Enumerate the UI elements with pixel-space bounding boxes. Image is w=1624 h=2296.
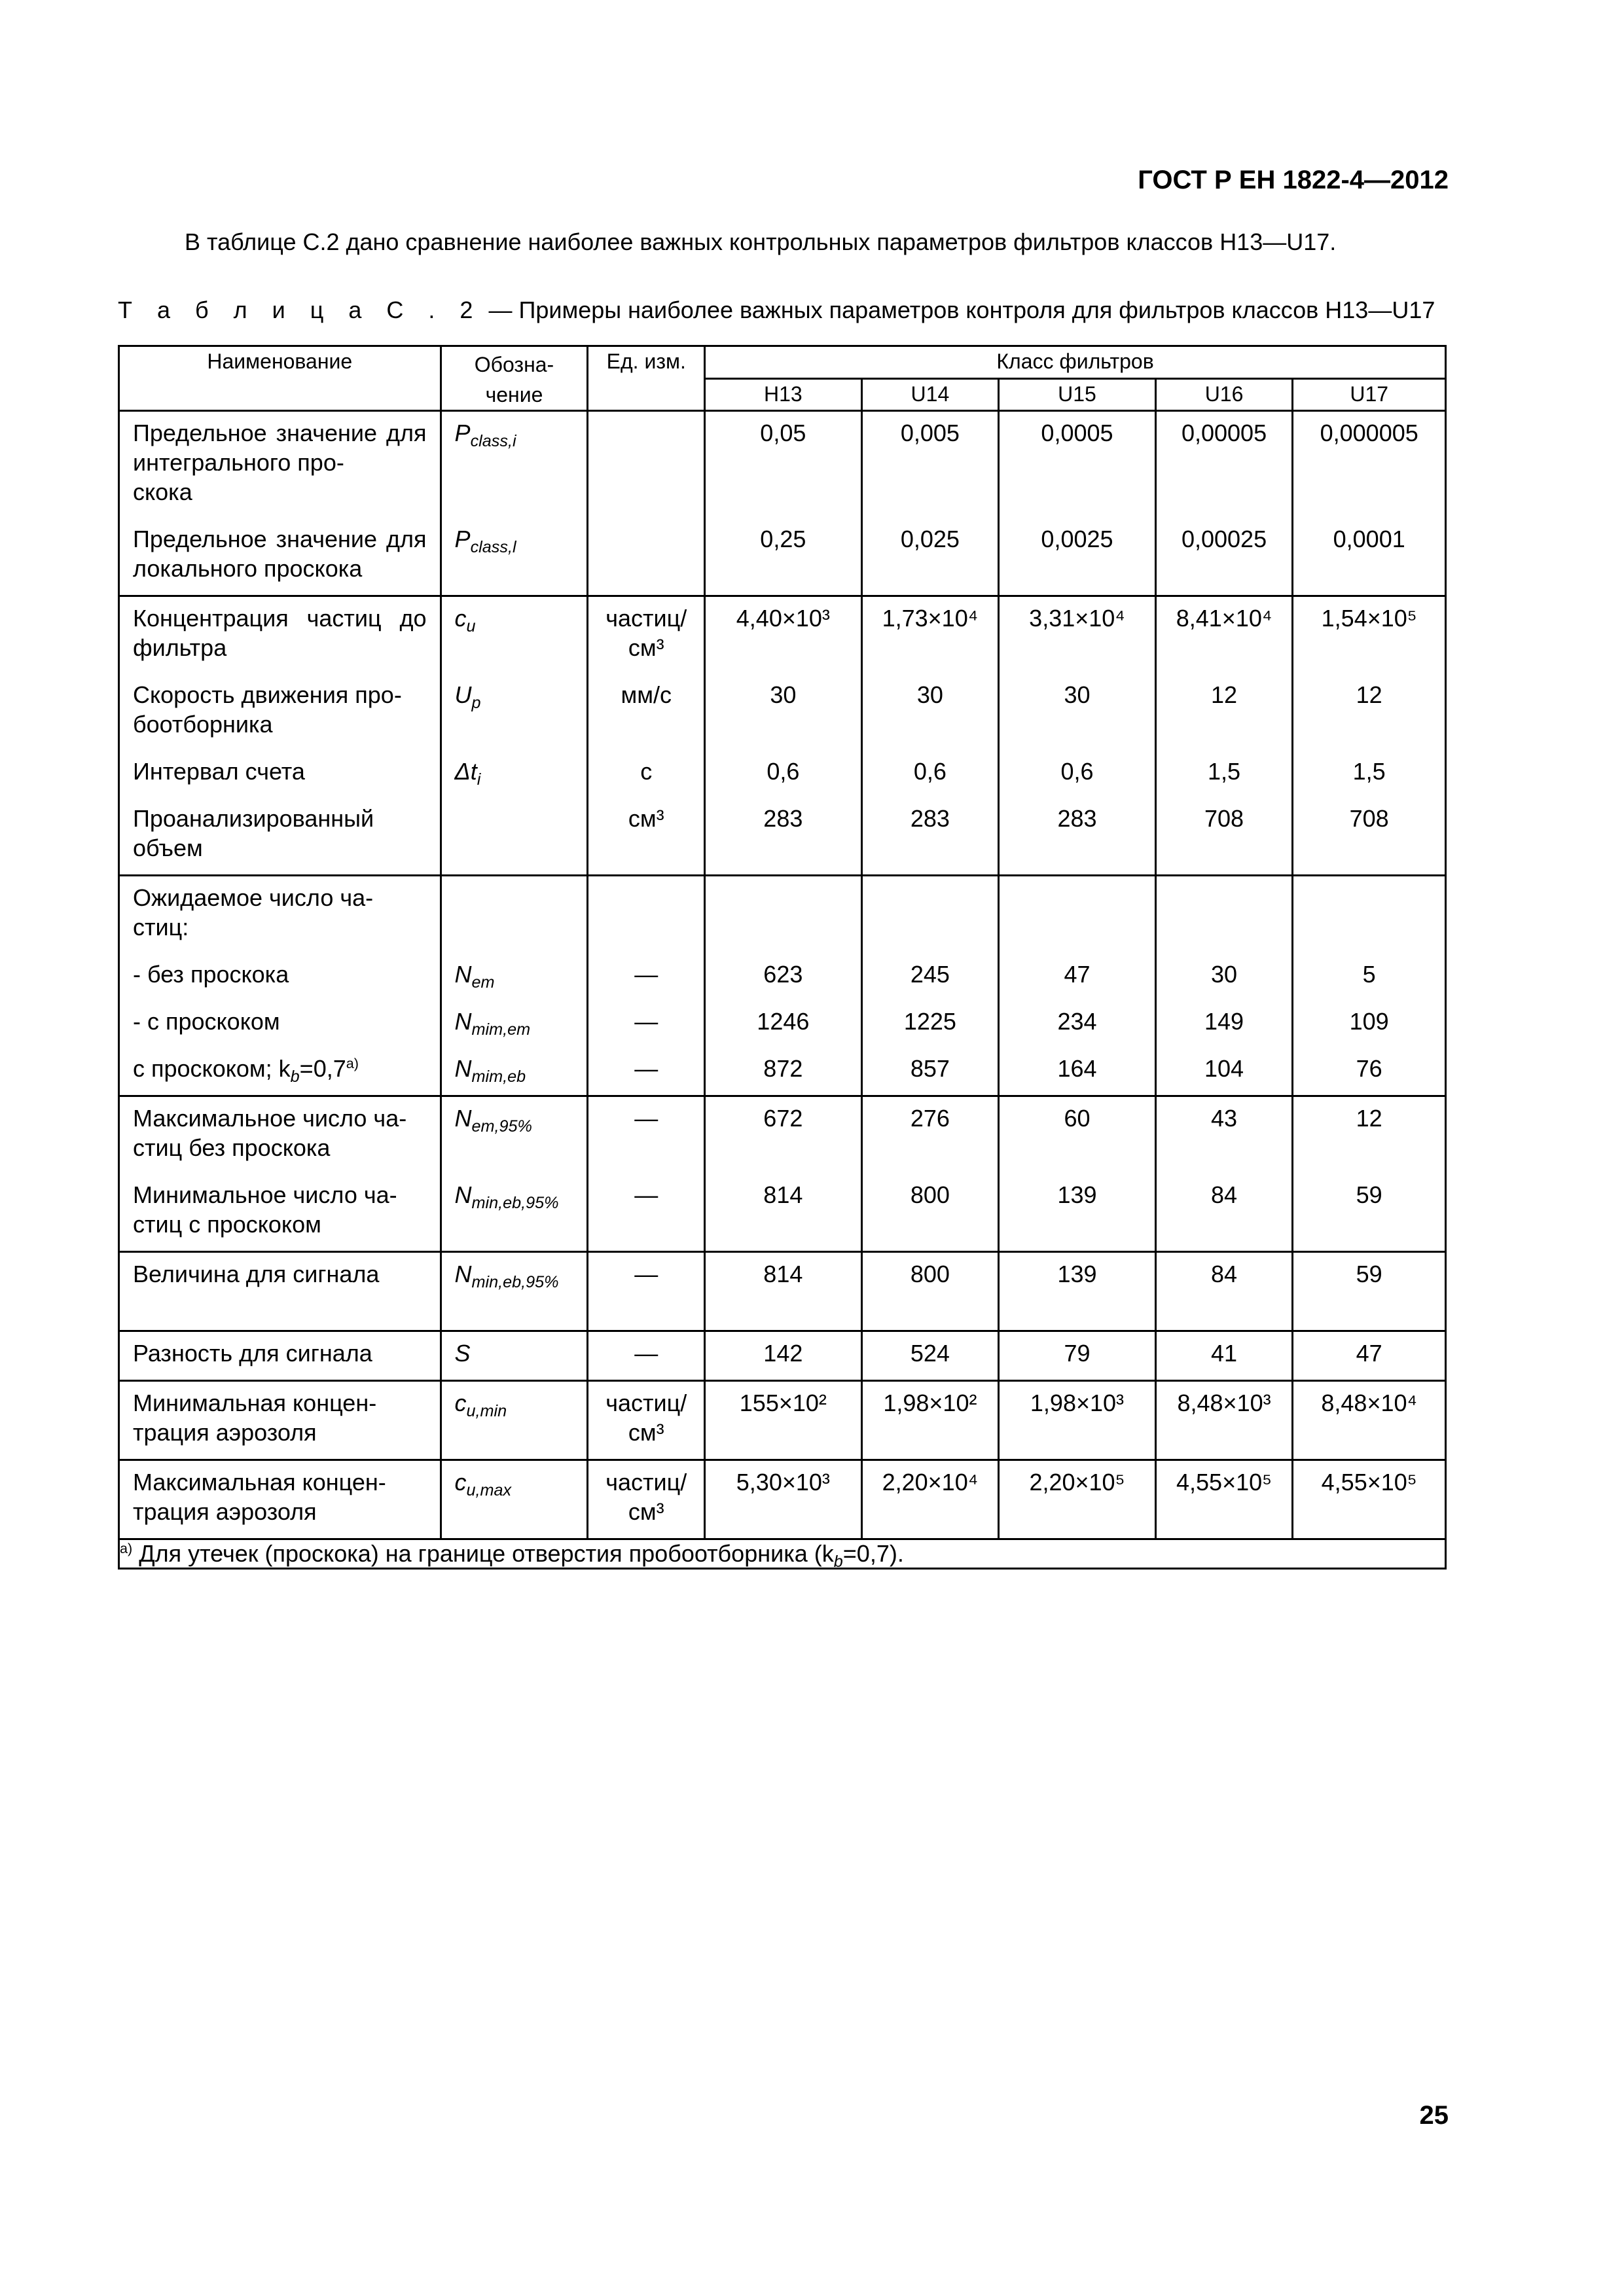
value-cell [1293,1252,1446,1331]
row-value: 109 [1349,1008,1389,1035]
row-symbol [442,680,587,757]
value-cell [861,411,999,596]
footnote-text: Для утечек (проскока) на границе отверстия пробоотборника (k [132,1540,834,1567]
symbol-main: N [454,1181,472,1208]
value-cell [705,1331,861,1381]
row-value: 0,025 [900,526,960,552]
symbol-sub: p [471,694,481,713]
row-name [120,1388,440,1447]
unit-cell [588,411,705,596]
name-cell [119,1381,441,1460]
value-cell [705,596,861,876]
symbol-main: N [454,1008,472,1035]
row-value: 245 [910,961,950,988]
header-symbol: Обозна- чение [441,346,588,411]
row-value: 814 [763,1181,803,1208]
row-name [120,1467,440,1526]
unit-cell [588,876,705,1096]
value-cell [705,411,861,596]
parameters-table [118,345,1447,1570]
value-cell [1155,1460,1293,1539]
value-cell [1293,411,1446,596]
row-name-text: Проанализированный объем [133,805,374,861]
row-value: 30 [1211,961,1238,988]
symbol-sub: u,min [466,1402,507,1421]
row-unit: с [640,758,653,785]
name-cell [119,411,441,596]
row-unit [588,883,704,960]
row-value: 1,98×10² [883,1390,977,1416]
row-name-text: с проскоком; k [133,1055,291,1082]
value-cell [1155,596,1293,876]
value-cell [705,1096,861,1252]
header-filter-class: Класс фильтров [705,346,1446,379]
row-name-text: Разность для сигнала [133,1340,372,1367]
row-value: 0,0005 [1041,420,1113,446]
row-name-text: Минимальная концен- трация аэрозоля [133,1390,377,1446]
row-value: 672 [763,1105,803,1132]
row-value: 30 [916,681,943,708]
row-value: 0,6 [1060,758,1094,785]
symbol-sub: u,max [466,1481,512,1500]
header-name: Наименование [119,346,441,411]
value-cell [705,1252,861,1331]
row-value: 60 [1064,1105,1091,1132]
row-value: 872 [763,1055,803,1082]
row-value: 0,6 [767,758,800,785]
row-value: 142 [763,1340,803,1367]
row-value: 8,48×10³ [1177,1390,1271,1416]
intro-paragraph: В таблице С.2 дано сравнение наиболее важных контрольных параметров фильтров классов H13—U17. [185,228,1337,255]
row-name-sub: b [290,1067,300,1086]
symbol-sub: u [466,617,476,636]
symbol-main: c [454,1469,467,1496]
value-cell [1293,1460,1446,1539]
value-cell [861,596,999,876]
name-cell [119,1252,441,1331]
row-name [120,603,440,680]
row-name-text: Предельное значение для локального проскока [133,526,427,582]
row-value: 3,31×10⁴ [1029,605,1125,632]
value-cell [705,1460,861,1539]
row-name-tail: =0,7 [299,1055,346,1082]
table-row-group [119,596,1446,876]
row-name [120,757,440,804]
value-cell [1155,1381,1293,1460]
row-name-text: Минимальное число ча- стиц с проскоком [133,1181,397,1238]
row-name-text: Концентрация частиц до фильтра [133,605,427,661]
row-symbol [442,1259,587,1318]
row-value: 104 [1204,1055,1244,1082]
row-value: 708 [1204,805,1244,832]
row-symbol [442,757,587,804]
row-unit: — [634,1055,659,1082]
symbol-sub: mim,em [471,1020,531,1039]
row-name-text: Скорость движения про- боотборника [133,681,402,738]
row-value: 283 [1057,805,1097,832]
row-unit: частиц/ см³ [605,605,687,661]
row-value: 2,20×10⁵ [1029,1469,1125,1496]
row-name [120,1054,440,1086]
row-name [120,1103,440,1180]
symbol-sub: i [477,770,481,789]
row-value: 41 [1211,1340,1238,1367]
row-unit: частиц/ см³ [605,1390,687,1446]
symbol-main: c [454,1390,467,1416]
symbol-cell [441,1460,588,1539]
symbol-main: P [454,526,471,552]
header-class: U17 [1293,378,1446,411]
header-unit: Ед. изм. [588,346,705,411]
caption-prefix: Т а б л и ц а С . 2 [118,296,482,323]
row-value: 524 [910,1340,950,1367]
row-name-sup: a) [346,1055,359,1071]
row-value: 0,05 [760,420,806,446]
symbol-cell [441,1381,588,1460]
row-name [120,1259,440,1318]
value-cell [861,1331,999,1381]
row-value [863,883,998,960]
value-cell [861,1460,999,1539]
caption-text: — Примеры наиболее важных параметров контроля для фильтров классов H13—U17 [482,296,1435,323]
row-value: 283 [910,805,950,832]
row-name-text: Предельное значение для интегрального про- скока [133,420,427,505]
name-cell [119,1460,441,1539]
row-value: 47 [1356,1340,1382,1367]
symbol-sub: min,eb,95% [471,1194,559,1213]
header-class: H13 [705,378,861,411]
symbol-main: N [454,1261,472,1287]
symbol-cell [441,1096,588,1252]
table-row-group [119,1252,1446,1331]
row-value: 4,55×10⁵ [1321,1469,1417,1496]
row-symbol [442,1467,587,1526]
row-value: 623 [763,961,803,988]
table-caption [118,296,1435,324]
symbol-sub: class,i [470,432,516,451]
row-symbol [442,1103,587,1180]
row-value: 1,98×10³ [1030,1390,1125,1416]
row-value [1000,883,1154,960]
value-cell [1293,1381,1446,1460]
symbol-main: P [454,420,471,446]
row-name-text: Максимальное число ча- стиц без проскока [133,1105,407,1161]
symbol-main: N [454,961,472,988]
row-value: 1,73×10⁴ [882,605,979,632]
row-value: 12 [1356,681,1382,708]
symbol-main: c [454,605,467,632]
row-value: 8,41×10⁴ [1176,605,1272,632]
row-value: 234 [1057,1008,1097,1035]
symbol-main: N [454,1055,472,1082]
symbol-main: S [454,1340,471,1367]
row-unit: — [634,1181,659,1208]
table-row-group [119,1381,1446,1460]
row-value: 708 [1349,805,1389,832]
value-cell [999,876,1155,1096]
value-cell [999,1381,1155,1460]
value-cell [999,1096,1155,1252]
symbol-cell [441,876,588,1096]
row-value: 8,48×10⁴ [1321,1390,1417,1416]
row-value: 5 [1362,961,1376,988]
header-class: U14 [861,378,999,411]
row-value: 5,30×10³ [736,1469,830,1496]
value-cell [1293,1331,1446,1381]
value-cell [1293,876,1446,1096]
row-value: 79 [1064,1340,1091,1367]
value-cell [1155,411,1293,596]
name-cell [119,876,441,1096]
row-value: 12 [1356,1105,1382,1132]
value-cell [861,1381,999,1460]
symbol-cell [441,1252,588,1331]
page-number: 25 [1419,2101,1449,2130]
row-name [120,680,440,757]
symbol-main: U [454,681,472,708]
row-name-text: Величина для сигнала [133,1261,380,1287]
value-cell [705,1381,861,1460]
row-value: 155×10² [739,1390,827,1416]
name-cell [119,1331,441,1381]
row-value: 0,0001 [1333,526,1405,552]
row-value: 0,6 [913,758,947,785]
symbol-cell [441,596,588,876]
table-row-group [119,1460,1446,1539]
row-value: 1,5 [1208,758,1241,785]
row-value: 4,40×10³ [736,605,830,632]
unit-cell [588,596,705,876]
symbol-main: Δt [454,758,477,785]
row-unit: — [634,1105,659,1132]
symbol-sub: mim,eb [471,1067,526,1086]
row-symbol [442,804,587,863]
row-name [120,804,440,863]
value-cell [1293,1096,1446,1252]
row-unit [588,524,704,583]
row-value: 2,20×10⁴ [882,1469,979,1496]
row-value: 139 [1057,1181,1097,1208]
symbol-sub: min,eb,95% [471,1273,559,1292]
value-cell [861,1096,999,1252]
row-unit: — [634,961,659,988]
row-value: 139 [1057,1261,1097,1287]
symbol-main: N [454,1105,472,1132]
row-name [120,524,440,583]
row-symbol [442,524,587,583]
value-cell [999,411,1155,596]
row-value [706,883,860,960]
header-class: U16 [1155,378,1293,411]
row-value [1157,883,1292,960]
value-cell [999,1331,1155,1381]
row-name-text: - без проскока [133,961,289,988]
row-unit: мм/с [621,681,672,708]
row-value: 4,55×10⁵ [1176,1469,1272,1496]
value-cell [861,1252,999,1331]
row-value: 30 [770,681,797,708]
row-value: 814 [763,1261,803,1287]
row-symbol [442,603,587,680]
symbol-sub: class,l [470,538,516,557]
symbol-cell [441,1331,588,1381]
row-value: 59 [1356,1261,1382,1287]
row-value: 0,00025 [1181,526,1267,552]
value-cell [705,876,861,1096]
row-unit: — [634,1008,659,1035]
row-value: 1,5 [1352,758,1386,785]
symbol-sub: em [471,973,495,992]
row-symbol [442,1007,587,1054]
header-class: U15 [999,378,1155,411]
row-name [120,418,440,524]
row-value: 283 [763,805,803,832]
row-symbol [442,1180,587,1239]
value-cell [1155,1096,1293,1252]
row-name-text: - с проскоком [133,1008,280,1035]
row-value: 0,0025 [1041,526,1113,552]
row-value: 0,00005 [1181,420,1267,446]
value-cell [1155,876,1293,1096]
footnote-sub: b [833,1552,843,1571]
row-value: 276 [910,1105,950,1132]
row-value: 0,000005 [1320,420,1418,446]
row-value: 1225 [903,1008,956,1035]
value-cell [861,876,999,1096]
row-value: 59 [1356,1181,1382,1208]
unit-cell [588,1381,705,1460]
row-value: 0,005 [900,420,960,446]
row-symbol [442,1338,587,1368]
name-cell [119,1096,441,1252]
row-unit: см³ [628,805,664,832]
row-value: 164 [1057,1055,1097,1082]
name-cell [119,596,441,876]
table-row-group [119,1331,1446,1381]
row-unit: частиц/ см³ [605,1469,687,1525]
value-cell [999,1252,1155,1331]
row-unit [588,418,704,524]
row-value: 0,25 [760,526,806,552]
row-value: 800 [910,1261,950,1287]
row-value: 12 [1211,681,1238,708]
row-unit: — [634,1261,659,1287]
row-name [120,1338,440,1368]
value-cell [999,1460,1155,1539]
row-symbol [442,1054,587,1086]
value-cell [1155,1331,1293,1381]
symbol-sub: em,95% [471,1117,532,1136]
row-value: 84 [1211,1261,1238,1287]
value-cell [999,596,1155,876]
value-cell [1293,596,1446,876]
row-name-text: Ожидаемое число ча- стиц: [133,884,374,941]
row-symbol [442,883,587,960]
row-symbol [442,960,587,1007]
row-name [120,960,440,1007]
row-value: 47 [1064,961,1091,988]
symbol-cell [441,411,588,596]
row-name-text: Интервал счета [133,758,305,785]
unit-cell [588,1331,705,1381]
row-value: 800 [910,1181,950,1208]
row-value: 43 [1211,1105,1238,1132]
row-value: 1,54×10⁵ [1321,605,1417,632]
footnote-tail: =0,7). [842,1540,904,1567]
row-name-text: Максимальная концен- трация аэрозоля [133,1469,386,1525]
row-value: 149 [1204,1008,1244,1035]
row-name [120,1007,440,1054]
row-value: 1246 [757,1008,810,1035]
footnote-mark: a) [120,1540,133,1556]
table-row-group [119,876,1446,1096]
row-symbol [442,418,587,524]
row-value: 857 [910,1055,950,1082]
row-symbol [442,1388,587,1447]
row-unit: — [634,1340,659,1367]
row-value [1293,883,1445,960]
row-name [120,883,440,960]
row-value: 76 [1356,1055,1382,1082]
document-code: ГОСТ Р ЕН 1822-4—2012 [1138,166,1449,194]
table-row-group [119,411,1446,596]
row-name [120,1180,440,1239]
value-cell [1155,1252,1293,1331]
row-value: 30 [1064,681,1091,708]
unit-cell [588,1460,705,1539]
table-row-group [119,1096,1446,1252]
table-footnote [119,1539,1446,1569]
unit-cell [588,1096,705,1252]
unit-cell [588,1252,705,1331]
row-value: 84 [1211,1181,1238,1208]
